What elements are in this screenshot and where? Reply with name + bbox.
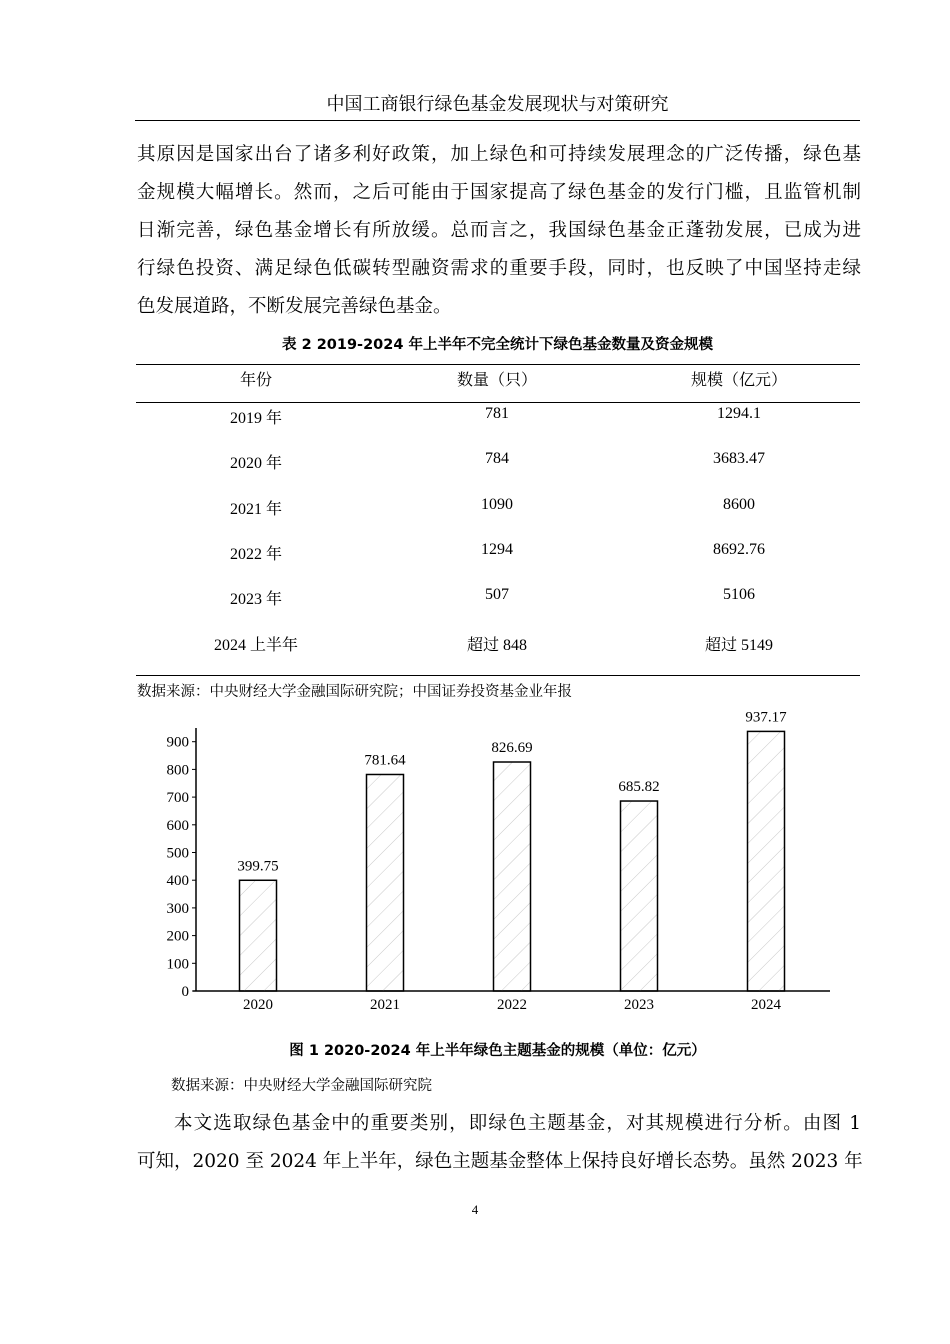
header-cell: 年份 xyxy=(239,372,272,389)
table-cell: 2021 年 xyxy=(229,500,282,518)
bar xyxy=(240,880,277,991)
text-line: 色发展道路，不断发展完善绿色基金。 xyxy=(137,296,452,317)
x-tick-label: 2021 xyxy=(370,997,400,1013)
data-label: 685.82 xyxy=(618,779,660,796)
figure-caption: 图 1 2020-2024 年上半年绿色主题基金的规模（单位：亿元） xyxy=(289,1043,706,1059)
y-tick-label: 100 xyxy=(166,956,189,973)
table-cell: 2024 上半年 xyxy=(213,636,298,654)
table-cell: 超过 5149 xyxy=(704,636,773,654)
table-cell: 2019 年 xyxy=(229,410,282,427)
y-tick-label: 400 xyxy=(166,873,189,890)
header-cell: 数量（只） xyxy=(456,372,537,389)
table-row xyxy=(136,586,860,609)
text-line: 日渐完善，绿色基金增长有所放缓。总而言之，我国绿色基金正蓬勃发展，已成为进 xyxy=(137,220,861,241)
x-tick-label: 2023 xyxy=(624,997,654,1013)
table-cell: 1090 xyxy=(481,495,513,513)
y-tick-label: 700 xyxy=(166,790,189,807)
table-caption: 表 2 2019-2024 年上半年不完全统计下绿色基金数量及资金规模 xyxy=(282,337,713,353)
header-cell: 规模（亿元） xyxy=(690,372,787,389)
data-table xyxy=(136,364,860,676)
text-line: 其原因是国家出台了诸多利好政策，加上绿色和可持续发展理念的广泛传播，绿色基 xyxy=(137,144,861,165)
page-number: 4 xyxy=(471,1202,479,1217)
bar-chart xyxy=(0,700,950,1030)
table-cell: 8600 xyxy=(723,495,755,513)
text-line: 金规模大幅增长。然而，之后可能由于国家提高了绿色基金的发行门槛，且监管机制 xyxy=(137,182,861,203)
x-tick-label: 2022 xyxy=(497,997,527,1013)
table-cell: 8692.76 xyxy=(713,540,765,558)
table-row xyxy=(136,405,860,425)
y-tick-label: 800 xyxy=(166,762,189,779)
bar xyxy=(367,774,404,991)
y-tick-label: 300 xyxy=(166,900,189,917)
table-cell: 1294 xyxy=(481,540,513,558)
table-row xyxy=(136,496,860,516)
table-cell: 1294.1 xyxy=(717,405,761,422)
table-cell: 超过 848 xyxy=(466,636,527,654)
table-header-row xyxy=(136,367,860,387)
header-divider xyxy=(136,402,860,403)
y-tick-label: 600 xyxy=(166,817,189,834)
table-cell: 2020 年 xyxy=(229,455,282,473)
table-cell: 2022 年 xyxy=(229,545,282,563)
y-tick-label: 500 xyxy=(166,845,189,862)
data-label: 826.69 xyxy=(491,740,533,757)
table-cell: 2023 年 xyxy=(229,591,282,609)
table-cell: 781 xyxy=(485,405,509,422)
x-tick-label: 2024 xyxy=(751,997,781,1013)
table-source-note: 数据来源：中央财经大学金融国际研究院；中国证券投资基金业年报 xyxy=(137,684,572,700)
bar xyxy=(748,731,785,991)
table-cell: 5106 xyxy=(723,586,755,604)
text-line: 本文选取绿色基金中的重要类别，即绿色主题基金，对其规模进行分析。由图 1 xyxy=(174,1113,861,1134)
table-row xyxy=(136,450,860,473)
table-cell: 3683.47 xyxy=(713,450,765,468)
y-tick-label: 200 xyxy=(166,928,189,945)
table-cell: 507 xyxy=(485,586,509,604)
running-header: 中国工商银行绿色基金发展现状与对策研究 xyxy=(135,90,860,121)
table-cell: 784 xyxy=(485,450,509,468)
text-line: 行绿色投资、满足绿色低碳转型融资需求的重要手段，同时，也反映了中国坚持走绿 xyxy=(137,258,861,279)
data-label: 937.17 xyxy=(745,709,787,726)
data-label: 399.75 xyxy=(237,858,279,875)
y-tick-label: 0 xyxy=(181,984,189,1000)
x-tick-label: 2020 xyxy=(243,997,273,1013)
bar xyxy=(494,762,531,991)
figure-source-note: 数据来源：中央财经大学金融国际研究院 xyxy=(171,1078,432,1094)
bar xyxy=(621,801,658,991)
text-line: 可知，2020 至 2024 年上半年，绿色主题基金整体上保持良好增长态势。虽然 2023 年 xyxy=(137,1151,863,1172)
y-tick-label: 900 xyxy=(166,734,189,751)
data-label: 781.64 xyxy=(364,752,406,769)
table-row xyxy=(136,632,860,652)
table-row xyxy=(136,541,860,561)
